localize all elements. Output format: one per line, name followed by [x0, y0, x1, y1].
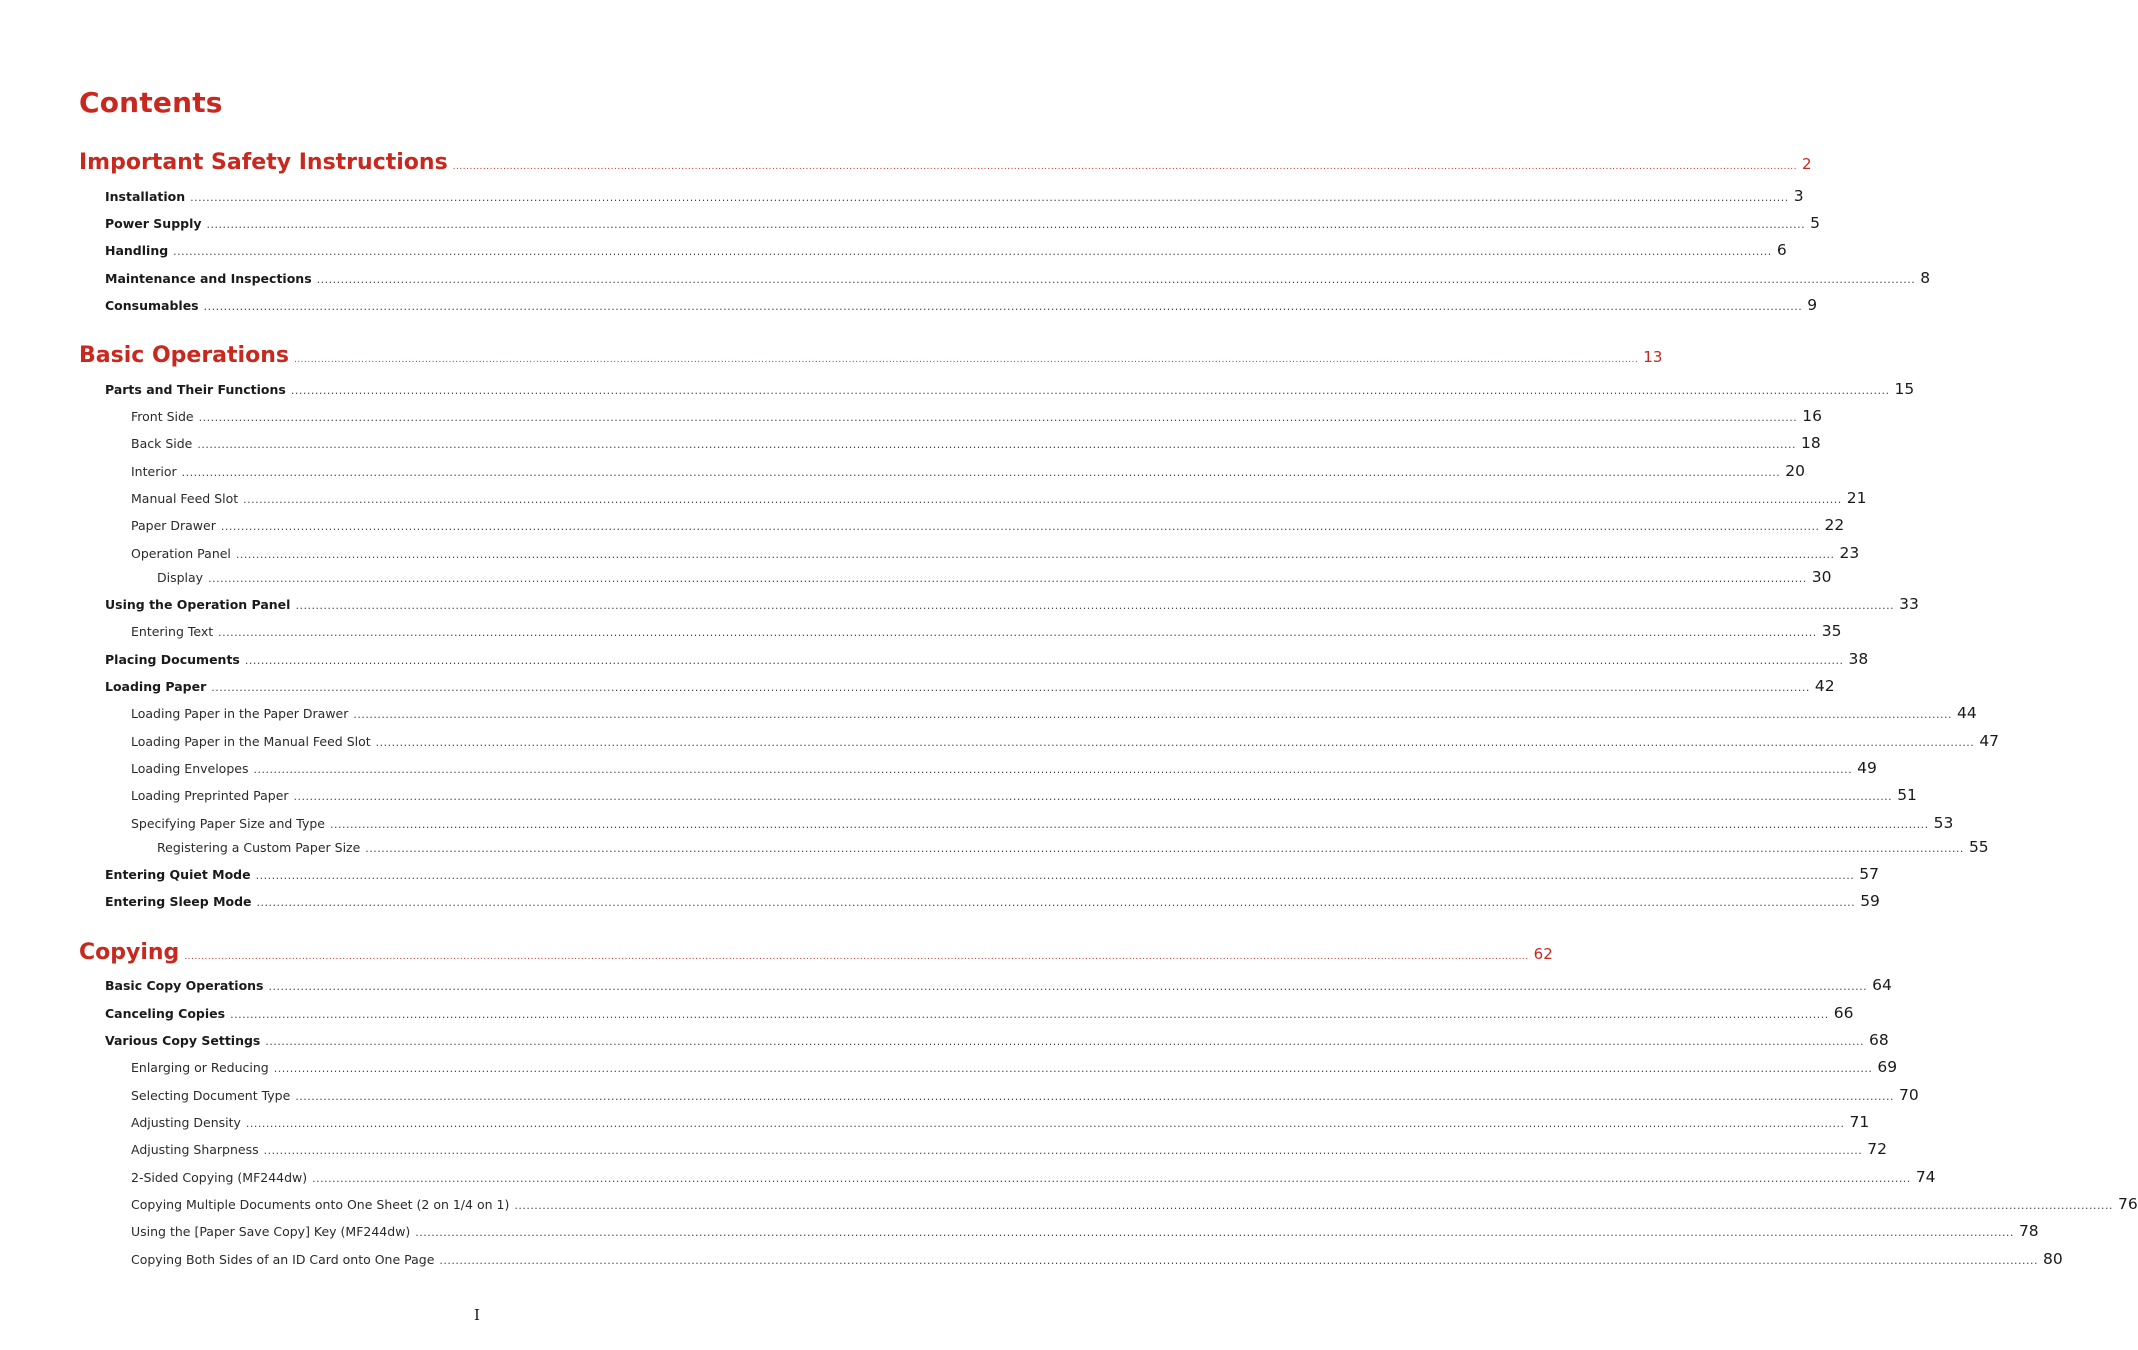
toc-entry-title: Copying Multiple Documents onto One Sheet (2 on 1/4 on 1): [131, 1197, 510, 1212]
dot-leader: ................................................................................................................................................................................................................................................................................................................................................................................................................: [253, 763, 1853, 776]
toc-entry-title: Placing Documents: [105, 652, 240, 667]
toc-entry-title: Using the [Paper Save Copy] Key (MF244dw): [131, 1224, 411, 1239]
toc-entry-title: Important Safety Instructions: [79, 150, 448, 175]
dot-leader: ................................................................................................................................................................................................................................................................................................................................................................................................................: [263, 1144, 1863, 1157]
toc-entry-title: Interior: [131, 464, 177, 479]
dot-leader: ................................................................................................................................................................................................................................................................................................................................................................................................................: [290, 384, 1890, 397]
toc-entry-page: 2: [1802, 155, 1812, 173]
toc-entry-title: Using the Operation Panel: [105, 597, 291, 612]
toc-entry-page: 18: [1801, 434, 1821, 452]
toc-entry-page: 20: [1785, 462, 1805, 480]
toc-section-link[interactable]: [105, 296, 1818, 314]
toc-entry-title: Entering Quiet Mode: [105, 867, 251, 882]
dot-leader: ................................................................................................................................................................................................................................................................................................................................................................................................................: [365, 842, 1964, 855]
dot-leader: ................................................................................................................................................................................................................................................................................................................................................................................................................: [198, 411, 1798, 424]
toc-entry-page: 62: [1533, 945, 1553, 963]
toc-entry-title: Consumables: [105, 298, 199, 313]
dot-leader: ................................................................................................................................................................................................................................................................................................................................................................................................................: [230, 1008, 1829, 1021]
dot-leader: ................................................................................................................................................................................................................................................................................................................................................................................................................: [295, 1090, 1894, 1103]
toc-entry-title: Specifying Paper Size and Type: [131, 816, 325, 831]
toc-entry-page: 70: [1898, 1086, 1919, 1104]
toc-entry-title: Basic Operations: [79, 343, 289, 368]
toc-subsection-link[interactable]: [131, 732, 2000, 750]
dot-leader: ................................................................................................................................................................................................................................................................................................................................................................................................................: [197, 438, 1796, 451]
toc-subsection-link[interactable]: [131, 704, 1977, 722]
dot-leader: ................................................................................................................................................................................................................................................................................................................................................................................................................: [452, 162, 1798, 172]
toc-subsection-link[interactable]: [131, 1058, 1898, 1076]
toc-entry-page: 74: [1915, 1168, 1936, 1186]
toc-entry-page: 59: [1860, 892, 1880, 910]
toc-section-link[interactable]: [105, 380, 1915, 398]
toc-entry-page: 44: [1957, 704, 1977, 722]
toc-entry-page: 8: [1920, 269, 1931, 287]
dot-leader: ................................................................................................................................................................................................................................................................................................................................................................................................................: [316, 273, 1916, 286]
toc-subsection-link[interactable]: [131, 814, 1954, 832]
toc-subsubsection-link[interactable]: [157, 838, 1989, 856]
toc-entry-page: 69: [1877, 1058, 1898, 1076]
toc-section-link[interactable]: [105, 187, 1804, 205]
toc-entry-page: 3: [1793, 187, 1804, 205]
toc-entry-title: Power Supply: [105, 216, 202, 231]
dot-leader: ................................................................................................................................................................................................................................................................................................................................................................................................................: [265, 1035, 1865, 1048]
toc-subsection-link[interactable]: [131, 407, 1822, 425]
toc-entry-title: Adjusting Density: [131, 1115, 241, 1130]
dot-leader: ................................................................................................................................................................................................................................................................................................................................................................................................................: [439, 1254, 2039, 1267]
toc-entry-page: 49: [1857, 759, 1877, 777]
toc-entry-page: 53: [1933, 814, 1954, 832]
toc-subsection-link[interactable]: [131, 516, 1845, 534]
page-number: I: [474, 1306, 480, 1324]
toc-entry-page: 80: [2043, 1250, 2063, 1268]
toc-entry-page: 15: [1894, 380, 1915, 398]
toc-entry-title: Front Side: [131, 409, 194, 424]
toc-section-link[interactable]: [105, 269, 1931, 287]
toc-section-link[interactable]: [105, 595, 1919, 613]
toc-entry-title: Parts and Their Functions: [105, 382, 286, 397]
toc-subsection-link[interactable]: [131, 1168, 1936, 1186]
toc-entry-page: 6: [1776, 241, 1787, 259]
toc-entry-page: 55: [1968, 838, 1989, 856]
toc-subsubsection-link[interactable]: [157, 568, 1832, 586]
toc-entry-title: Adjusting Sharpness: [131, 1142, 259, 1157]
toc-entry-title: Display: [157, 570, 204, 585]
toc-entry-page: 13: [1643, 348, 1663, 366]
toc-chapter-link[interactable]: [79, 940, 1553, 965]
toc-subsection-link[interactable]: [131, 544, 1860, 562]
toc-entry-title: Manual Feed Slot: [131, 491, 239, 506]
toc-entry-title: Copying Both Sides of an ID Card onto One Page: [131, 1252, 435, 1267]
toc-subsection-link[interactable]: [131, 434, 1821, 452]
dot-leader: ................................................................................................................................................................................................................................................................................................................................................................................................................: [244, 654, 1844, 667]
toc-entry-title: Paper Drawer: [131, 518, 216, 533]
toc-entry-page: 66: [1833, 1004, 1854, 1022]
page-title: Contents: [79, 86, 223, 119]
toc-section-link[interactable]: [105, 892, 1880, 910]
toc-entry-title: Loading Paper in the Paper Drawer: [131, 706, 349, 721]
toc-entry-title: Basic Copy Operations: [105, 978, 264, 993]
toc-entry-page: 22: [1824, 516, 1845, 534]
dot-leader: ................................................................................................................................................................................................................................................................................................................................................................................................................: [353, 708, 1953, 721]
dot-leader: ................................................................................................................................................................................................................................................................................................................................................................................................................: [211, 681, 1810, 694]
toc-entry-title: Canceling Copies: [105, 1006, 226, 1021]
toc-section-link[interactable]: [105, 650, 1869, 668]
dot-leader: ................................................................................................................................................................................................................................................................................................................................................................................................................: [206, 218, 1806, 231]
toc-entry-page: 16: [1802, 407, 1822, 425]
toc-entry-page: 76: [2117, 1195, 2138, 1213]
toc-entry-title: Loading Envelopes: [131, 761, 249, 776]
toc-subsection-link[interactable]: [131, 786, 1917, 804]
toc-chapter-link[interactable]: [79, 150, 1812, 175]
toc-entry-page: 23: [1839, 544, 1860, 562]
toc-entry-title: Operation Panel: [131, 546, 231, 561]
dot-leader: ................................................................................................................................................................................................................................................................................................................................................................................................................: [243, 493, 1842, 506]
toc-entry-page: 35: [1821, 622, 1842, 640]
dot-leader: ................................................................................................................................................................................................................................................................................................................................................................................................................: [220, 520, 1820, 533]
toc-entry-page: 47: [1979, 732, 2000, 750]
toc-subsection-link[interactable]: [131, 462, 1805, 480]
dot-leader: ................................................................................................................................................................................................................................................................................................................................................................................................................: [235, 548, 1835, 561]
dot-leader: ................................................................................................................................................................................................................................................................................................................................................................................................................: [256, 896, 1856, 909]
toc-entry-title: Registering a Custom Paper Size: [157, 840, 361, 855]
toc-entry-page: 72: [1867, 1140, 1887, 1158]
dot-leader: ................................................................................................................................................................................................................................................................................................................................................................................................................: [375, 736, 1975, 749]
dot-leader: ................................................................................................................................................................................................................................................................................................................................................................................................................: [330, 818, 1929, 831]
toc-section-link[interactable]: [105, 976, 1892, 994]
dot-leader: ................................................................................................................................................................................................................................................................................................................................................................................................................: [514, 1199, 2113, 1212]
toc-entry-title: Loading Preprinted Paper: [131, 788, 289, 803]
dot-leader: ................................................................................................................................................................................................................................................................................................................................................................................................................: [415, 1226, 2014, 1239]
dot-leader: ................................................................................................................................................................................................................................................................................................................................................................................................................: [268, 980, 1868, 993]
dot-leader: ................................................................................................................................................................................................................................................................................................................................................................................................................: [295, 599, 1895, 612]
toc-section-link[interactable]: [105, 677, 1835, 695]
dot-leader: ................................................................................................................................................................................................................................................................................................................................................................................................................: [208, 572, 1807, 585]
toc-section-link[interactable]: [105, 241, 1787, 259]
toc-entry-page: 42: [1814, 677, 1835, 695]
toc-entry-page: 9: [1807, 296, 1818, 314]
toc-section-link[interactable]: [105, 214, 1821, 232]
toc-entry-title: 2-Sided Copying (MF244dw): [131, 1170, 308, 1185]
toc-subsection-link[interactable]: [131, 622, 1842, 640]
dot-leader: ................................................................................................................................................................................................................................................................................................................................................................................................................: [218, 626, 1817, 639]
toc-entry-page: 33: [1899, 595, 1919, 613]
toc-entry-title: Copying: [79, 940, 180, 965]
toc-entry-page: 71: [1849, 1113, 1870, 1131]
toc-entry-page: 64: [1872, 976, 1892, 994]
dot-leader: ................................................................................................................................................................................................................................................................................................................................................................................................................: [255, 869, 1855, 882]
toc-entry-page: 5: [1810, 214, 1821, 232]
toc-entry-page: 30: [1811, 568, 1832, 586]
dot-leader: ................................................................................................................................................................................................................................................................................................................................................................................................................: [181, 466, 1781, 479]
toc-entry-title: Installation: [105, 189, 186, 204]
toc-chapter-link[interactable]: [79, 343, 1663, 368]
toc-entry-page: 21: [1846, 489, 1867, 507]
toc-entry-page: 68: [1869, 1031, 1889, 1049]
toc-subsection-link[interactable]: [131, 1222, 2039, 1240]
toc-subsection-link[interactable]: [131, 1195, 2138, 1213]
dot-leader: ................................................................................................................................................................................................................................................................................................................................................................................................................: [184, 952, 1529, 962]
toc-subsection-link[interactable]: [131, 1250, 2063, 1268]
toc-entry-title: Selecting Document Type: [131, 1088, 291, 1103]
dot-leader: ................................................................................................................................................................................................................................................................................................................................................................................................................: [293, 790, 1893, 803]
dot-leader: ................................................................................................................................................................................................................................................................................................................................................................................................................: [173, 245, 1772, 258]
toc-entry-title: Maintenance and Inspections: [105, 271, 312, 286]
toc-section-link[interactable]: [105, 865, 1879, 883]
toc-entry-page: 38: [1848, 650, 1869, 668]
toc-entry-title: Back Side: [131, 436, 193, 451]
dot-leader: ................................................................................................................................................................................................................................................................................................................................................................................................................: [273, 1062, 1873, 1075]
toc-entry-title: Entering Sleep Mode: [105, 894, 252, 909]
toc-entry-title: Enlarging or Reducing: [131, 1060, 269, 1075]
dot-leader: ................................................................................................................................................................................................................................................................................................................................................................................................................: [190, 191, 1789, 204]
toc-entry-title: Entering Text: [131, 624, 214, 639]
toc-entry-title: Loading Paper: [105, 679, 207, 694]
toc-subsection-link[interactable]: [131, 759, 1877, 777]
dot-leader: ................................................................................................................................................................................................................................................................................................................................................................................................................: [245, 1117, 1845, 1130]
toc-section-link[interactable]: [105, 1031, 1889, 1049]
toc-entry-page: 51: [1897, 786, 1917, 804]
dot-leader: ................................................................................................................................................................................................................................................................................................................................................................................................................: [312, 1172, 1911, 1185]
toc-section-link[interactable]: [105, 1004, 1854, 1022]
toc-entry-page: 78: [2018, 1222, 2039, 1240]
toc-subsection-link[interactable]: [131, 1113, 1870, 1131]
dot-leader: ................................................................................................................................................................................................................................................................................................................................................................................................................: [293, 355, 1639, 365]
toc-subsection-link[interactable]: [131, 1140, 1887, 1158]
toc-entry-title: Various Copy Settings: [105, 1033, 261, 1048]
dot-leader: ................................................................................................................................................................................................................................................................................................................................................................................................................: [203, 300, 1803, 313]
toc-entry-title: Loading Paper in the Manual Feed Slot: [131, 734, 371, 749]
toc-entry-title: Handling: [105, 243, 169, 258]
toc-entry-page: 57: [1859, 865, 1879, 883]
toc-subsection-link[interactable]: [131, 1086, 1919, 1104]
toc-subsection-link[interactable]: [131, 489, 1867, 507]
